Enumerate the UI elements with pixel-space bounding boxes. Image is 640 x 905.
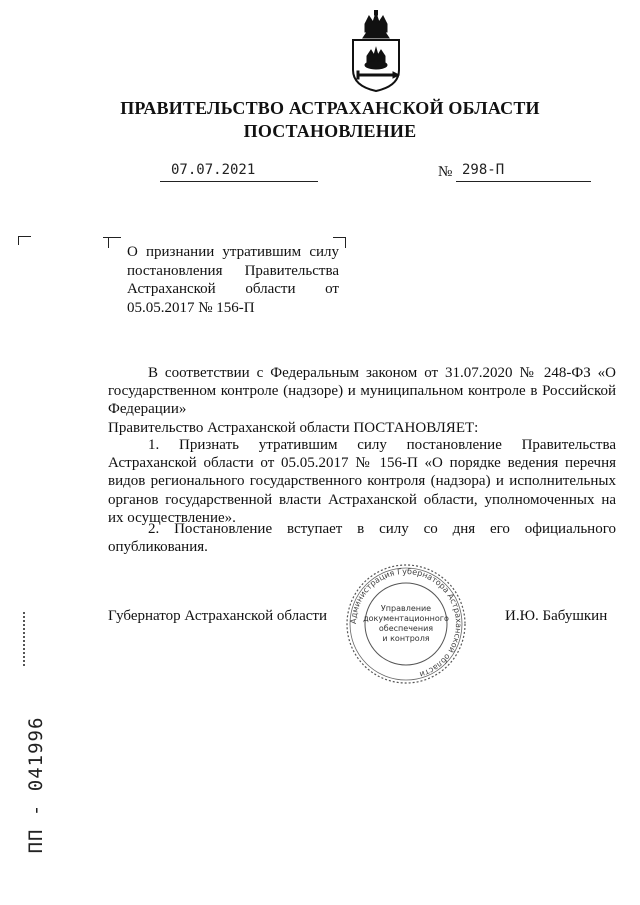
side-serial-text: ПП - 041996 (25, 716, 47, 854)
coat-of-arms-emblem (347, 10, 405, 92)
number-underline (456, 181, 591, 182)
number-prefix: № (438, 164, 453, 180)
government-title: ПРАВИТЕЛЬСТВО АСТРАХАНСКОЙ ОБЛАСТИ (120, 98, 540, 118)
left-margin-bracket (18, 236, 31, 245)
document-type-title: ПОСТАНОВЛЕНИЕ (243, 121, 417, 141)
stamp-line-3: обеспечения (378, 624, 434, 633)
margin-dotted-line (23, 612, 27, 666)
clause-2-paragraph: 2. Постановление вступает в силу со дня его официального опубликования. (108, 521, 616, 556)
clause-1-paragraph: 1. Признать утратившим силу постановление Правительства Астраханской области от 05.05.2017 № 156-П «О порядке ведения перечня видов регионального государственного контроля (надзора) и исполнительных органов государственной власти Астраханской области, уполномоченных на их осуществление». (108, 437, 616, 526)
stamp-line-2: документационного (363, 614, 449, 623)
preamble-paragraph: В соответствии с Федеральным законом от 31.07.2020 № 248-ФЗ «О государственном контроле (надзоре) и муниципальном контроле в Российской Федерации» (108, 365, 616, 418)
signatory-position: Губернатор Астраханской области (108, 608, 328, 624)
document-number: 298-П (462, 162, 505, 178)
subject-bracket-left (108, 237, 121, 248)
stamp-ring-text: Администрация Губернатора Астраханской области (348, 566, 464, 680)
official-stamp (344, 562, 468, 686)
resolves-paragraph: Правительство Астраханской области ПОСТАНОВЛЯЕТ: (108, 420, 479, 436)
date-underline (160, 181, 318, 182)
subject-bracket-left-inner (103, 237, 113, 238)
stamp-line-1: Управление (380, 604, 432, 613)
document-subject: О признании утратившим силу постановления Правительства Астраханской области от 05.05.2017 № 156-П (127, 244, 339, 316)
document-date: 07.07.2021 (171, 162, 256, 178)
side-serial-number (20, 715, 52, 855)
signatory-name: И.Ю. Бабушкин (505, 608, 608, 624)
stamp-line-4: и контроля (382, 634, 430, 643)
